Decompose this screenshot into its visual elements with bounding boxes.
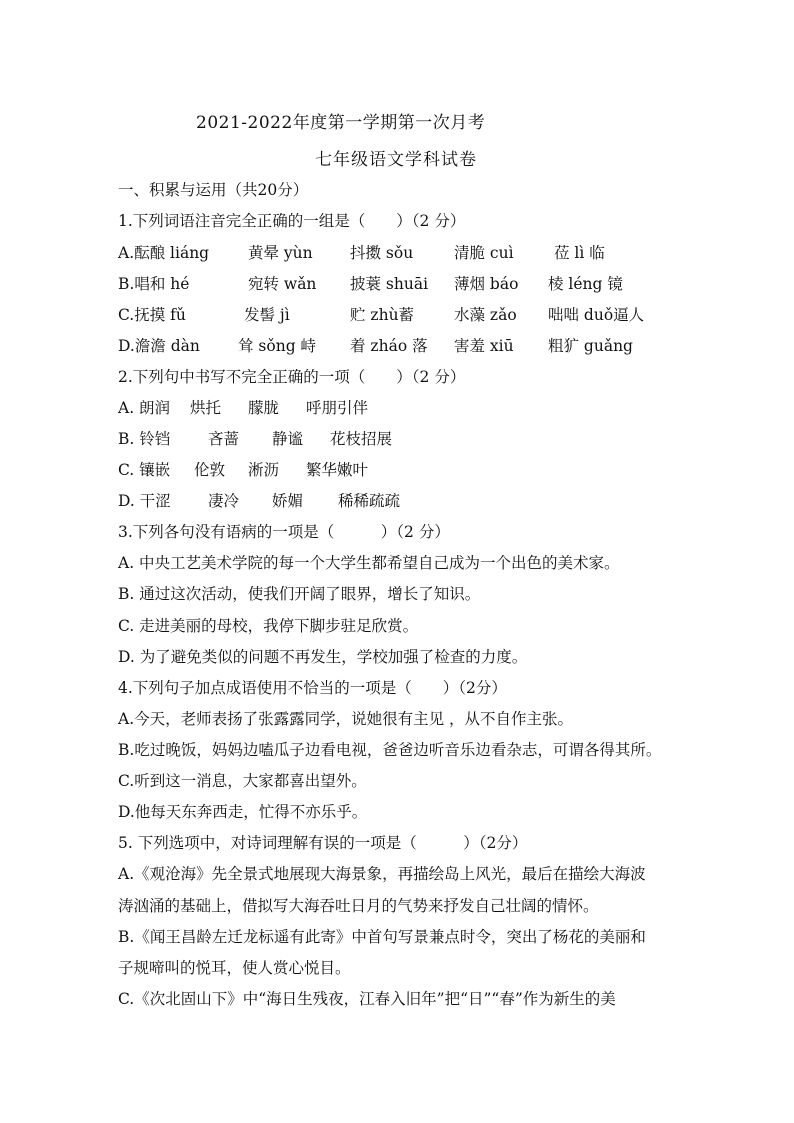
q1-b-item: B.唱和 hé <box>118 275 190 293</box>
q5-option-b: B.《闻王昌龄左迁龙标遥有此寄》中首句写景兼点时令，突出了杨花的美丽和 <box>118 928 646 946</box>
q1-c-item: 贮 zhù蓄 <box>350 306 415 324</box>
q4-option-a: A.今天，老师表扬了张露露同学，说她很有主见 ，从不自作主张。 <box>118 710 574 728</box>
exam-title: 2021-2022年度第一学期第一次月考 <box>196 113 486 133</box>
q2-c-item: 淅沥 <box>248 461 280 479</box>
q3-option-b: B. 通过这次活动，使我们开阔了眼界，增长了知识。 <box>118 585 481 603</box>
q1-d-item: 粗犷 guǎng <box>548 337 633 355</box>
q1-c-item: 发髻 jì <box>244 306 290 324</box>
q1-c-item: C.抚摸 fǔ <box>118 306 186 324</box>
q5-option-c: C.《次北固山下》中“海日生残夜，江春入旧年”把“日”“春”作为新生的美 <box>118 990 616 1008</box>
q2-d-item: 娇媚 <box>272 492 304 510</box>
q2-stem: 2.下列句中书写不完全正确的一项（ ）（2 分） <box>118 368 466 386</box>
q4-option-b: B.吃过晚饭，妈妈边嗑瓜子边看电视，爸爸边听音乐边看杂志，可谓各得其所。 <box>118 741 662 759</box>
q2-c-item: 繁华嫩叶 <box>306 461 369 479</box>
q2-a-item: 烘托 <box>190 399 222 417</box>
q1-a-item: A.酝酿 liáng <box>118 244 210 262</box>
q1-stem: 1.下列词语注音完全正确的一组是（ ）（2 分） <box>118 212 466 230</box>
q1-a-item: 莅 lì 临 <box>554 244 605 262</box>
q2-b-item: 花枝招展 <box>330 430 393 448</box>
q1-d-item: 耸 sǒng 峙 <box>238 337 317 355</box>
section-heading: 一、积累与运用（共20分） <box>118 181 309 199</box>
q5-option-a: A.《观沧海》先全景式地展现大海景象，再描绘岛上风光，最后在描绘大海波 <box>118 865 646 883</box>
q1-c-item: 水藻 zǎo <box>454 306 517 324</box>
q4-option-c: C.听到这一消息，大家都喜出望外。 <box>118 772 367 790</box>
q3-option-a: A. 中央工艺美术学院的每一个大学生都希望自己成为一个出色的美术家。 <box>118 554 620 572</box>
q1-a-item: 黄晕 yùn <box>248 244 313 262</box>
q4-stem: 4.下列句子加点成语使用不恰当的一项是（ ）（2分） <box>118 679 507 697</box>
q2-c-item: 伦敦 <box>194 461 226 479</box>
q2-b-item: 静谧 <box>272 430 304 448</box>
q5-option-b-cont: 子规啼叫的悦耳，使人赏心悦目。 <box>118 959 351 977</box>
q1-b-item: 披蓑 shuāi <box>350 275 429 293</box>
q1-d-item: D.澹澹 dàn <box>118 337 200 355</box>
exam-subtitle: 七年级语文学科试卷 <box>315 150 477 170</box>
q2-a-item: 朦胧 <box>248 399 280 417</box>
q2-a-item: 呼朋引伴 <box>306 399 369 417</box>
q2-d-item: 稀稀疏疏 <box>338 492 401 510</box>
q5-option-a-cont: 涛汹涌的基础上，借拟写大海吞吐日月的气势来抒发自己壮阔的情怀。 <box>118 897 599 915</box>
q1-b-item: 薄烟 báo <box>454 275 519 293</box>
q3-option-d: D. 为了避免类似的问题不再发生，学校加强了检查的力度。 <box>118 648 528 666</box>
q1-d-item: 害羞 xiū <box>454 337 514 355</box>
q2-b-item: 吝蔷 <box>208 430 240 448</box>
q2-b-item: B. 铃铛 <box>118 430 171 448</box>
q1-c-item: 咄咄 duǒ逼人 <box>548 306 645 324</box>
q3-option-c: C. 走进美丽的母校，我停下脚步驻足欣赏。 <box>118 617 419 635</box>
q2-d-item: 凄冷 <box>208 492 240 510</box>
q5-stem: 5. 下列选项中，对诗词理解有误的一项是（ ）（2分） <box>118 834 528 852</box>
q4-option-d: D.他每天东奔西走，忙得不亦乐乎。 <box>118 803 368 821</box>
q2-d-item: D. 干涩 <box>118 492 171 510</box>
q2-a-item: A. 朗润 <box>118 399 171 417</box>
q1-a-item: 清脆 cuì <box>454 244 514 262</box>
q2-c-item: C. 镶嵌 <box>118 461 171 479</box>
q1-b-item: 宛转 wǎn <box>248 275 317 293</box>
q3-stem: 3.下列各句没有语病的一项是（ ）（2 分） <box>118 523 450 541</box>
q1-d-item: 着 zháo 落 <box>350 337 428 355</box>
q1-a-item: 抖擞 sǒu <box>350 244 414 262</box>
q1-b-item: 棱 léng 镜 <box>548 275 623 293</box>
